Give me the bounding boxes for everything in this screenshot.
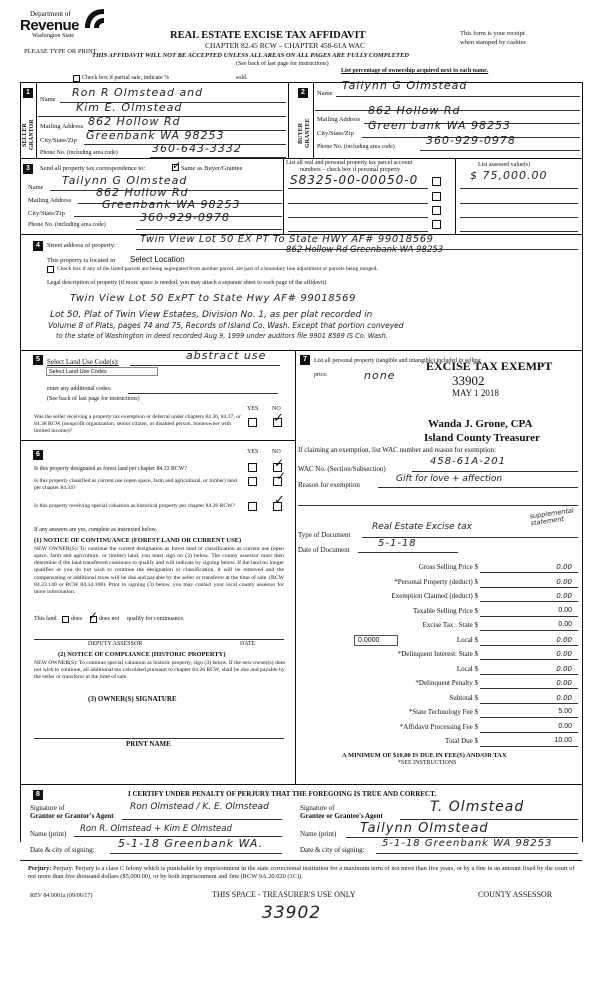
legal-line-3[interactable]: Volume 8 of Plats, pages 74 and 75, Records of Island Co. Wash. Except that portion conveyed — [48, 321, 404, 330]
print-name-label: PRINT NAME — [126, 740, 171, 748]
land-does-not-check: ✓ — [88, 609, 99, 623]
minimum-due-note: A MINIMUM OF $10.00 IS DUE IN FEE(S) AND/OR TAX — [342, 752, 507, 759]
notice-2-title: (2) NOTICE OF COMPLIANCE (HISTORIC PROPERTY) — [58, 651, 226, 658]
s3-send-label: Send all property tax correspondence to: — [40, 165, 146, 172]
receipt-note-1: This form is your receipt — [460, 30, 525, 37]
s6-no: NO — [272, 449, 281, 455]
s6-q2-no-check: ✓ — [276, 469, 287, 483]
grantor-signature[interactable]: Ron Olmstead / K. E. Olmstead — [130, 802, 269, 812]
street-address-2[interactable]: 862 Hollow Rd Greenbank WA 98253 — [286, 245, 444, 255]
s3-mailing-label: Mailing Address — [28, 197, 72, 204]
s6-q2: Is this property classified as current use (open space, farm and agricultural, or timber) land per chapter 84.34? — [34, 478, 237, 491]
parcel-1-personal-checkbox[interactable] — [432, 177, 441, 186]
form-title: REAL ESTATE EXCISE TAX AFFIDAVIT — [170, 30, 366, 41]
tax-row-value[interactable]: 5.00 — [558, 708, 572, 715]
land-use-label: Select Land Use Code(s): — [47, 358, 119, 366]
section-8-number: 8 — [33, 790, 43, 800]
s1-name-1[interactable]: Ron R Olmstead and — [72, 86, 204, 99]
treasurer-use-only: THIS SPACE - TREASURER'S USE ONLY — [212, 890, 356, 899]
tax-row-label: *Personal Property (deduct) $ — [394, 577, 478, 586]
segregated-label: Check box if any of the listed parcels are being segregated from another parcel, are part of a boundary line adjustment or parcels being merged. — [57, 266, 378, 272]
form-subtitle: CHAPTER 82.45 RCW – CHAPTER 458-61A WAC — [205, 41, 365, 50]
tax-row-value[interactable]: 0.00 — [556, 577, 572, 586]
tax-row-label: Total Due $ — [445, 737, 478, 745]
tax-row-value[interactable]: 0.00 — [556, 664, 572, 673]
tax-row-underline — [480, 616, 578, 617]
tax-row-label: *Affidavit Processing Fee $ — [399, 722, 478, 731]
s3-phone[interactable]: 360-929-0978 — [140, 211, 230, 224]
tax-row-underline — [480, 601, 578, 602]
doc-type-label: Type of Document — [298, 531, 351, 539]
parcel-3-personal-checkbox[interactable] — [432, 206, 441, 215]
tax-row-label: Taxable Selling Price $ — [412, 606, 478, 615]
s5-yes: YES — [247, 406, 259, 412]
partial-sale-label: Check box if partial sale, indicate % — [82, 75, 170, 81]
s3-city-label: City/State/Zip — [28, 210, 65, 217]
notice-2-text: NEW OWNER(S): To continue special valuation as historic property, sign (3) below. If the new owner(s) does not wish to continue, all additional tax calculated pursuant to chapter 84.26 RCW, shall be due and payable by the seller or transferor at the time of sale. — [34, 660, 286, 681]
local-rate-box[interactable] — [354, 635, 398, 646]
tax-row-value[interactable]: 0.00 — [558, 722, 572, 730]
section-6-number: 6 — [33, 450, 43, 460]
s1-name-label: Name — [40, 96, 56, 103]
tax-row-value[interactable]: 10.00 — [554, 737, 572, 744]
s6-yes: YES — [247, 449, 259, 455]
tax-row-underline — [480, 746, 578, 747]
s6-q1-no-check: ✓ — [274, 456, 285, 470]
section-3-number: 3 — [23, 164, 33, 174]
assessed-value[interactable]: $ 75,000.00 — [470, 169, 548, 182]
personal-property-value[interactable]: none — [364, 369, 396, 382]
tax-row-underline — [480, 587, 578, 588]
exempt-stamp-title: EXCISE TAX EXEMPT — [426, 359, 553, 373]
s1-phone-label: Phone No. (including area code) — [40, 150, 118, 156]
tax-row-underline — [480, 572, 578, 573]
dor-logo — [20, 6, 100, 42]
qualify-label: qualify for continuance. — [127, 616, 185, 622]
revenue-logo-icon — [82, 6, 108, 32]
exempt-stamp-number: 33902 — [452, 373, 485, 388]
claiming-label: If claiming an exemption, list WAC number and reason for exemption: — [298, 446, 496, 454]
s6-q2-yes-checkbox[interactable] — [248, 477, 257, 486]
grantee-date-city[interactable]: 5-1-18 Greenbank WA 98253 — [382, 838, 553, 849]
tax-row-label: Exemption Claimed (deduct) $ — [391, 592, 478, 600]
tax-row-label: Local $ — [456, 664, 478, 673]
tax-row-label: *State Technology Fee $ — [408, 708, 478, 716]
tax-row-label: Gross Selling Price $ — [418, 563, 478, 571]
grantee-sig-label-2: Grantee or Grantee's Agent — [300, 812, 383, 820]
owner-signature-label: (3) OWNER(S) SIGNATURE — [88, 695, 177, 703]
assessed-value-label: List assessed value(s) — [478, 162, 530, 168]
certify-statement: I CERTIFY UNDER PENALTY OF PERJURY THAT THE FOREGOING IS TRUE AND CORRECT. — [128, 790, 437, 798]
s5-yes-checkbox[interactable] — [248, 418, 257, 427]
s2-city[interactable]: Green bank WA 98253 — [368, 119, 511, 132]
s3-name-label: Name — [28, 184, 44, 191]
s3-phone-label: Phone No. (including area code) — [28, 222, 106, 228]
ownership-pct-note: List percentage of ownership acquired next to each name. — [341, 68, 489, 74]
grantee-sig-label-1: Signature of — [300, 804, 335, 812]
tax-row-label: Local $ — [456, 635, 478, 644]
tax-row-value[interactable]: 0.00 — [556, 592, 572, 600]
section-4-number: 4 — [33, 241, 43, 251]
s5-see-back: (See back of last page for instructions) — [47, 396, 140, 402]
s5-no: NO — [272, 406, 281, 412]
dept-of: Department of — [30, 10, 71, 18]
tax-row-value[interactable]: 0.00 — [556, 693, 572, 702]
land-use-value[interactable]: abstract use — [186, 349, 267, 362]
s6-q1-yes-checkbox[interactable] — [248, 463, 257, 472]
grantor-sig-label-1: Signature of — [30, 804, 65, 812]
s7-price: price. — [314, 372, 328, 378]
exempt-stamp-date: MAY 1 2018 — [452, 388, 499, 398]
s1-city[interactable]: Greenbank WA 98253 — [86, 129, 225, 142]
located-label: This property is located in — [47, 257, 116, 264]
parcel-2-personal-checkbox[interactable] — [432, 192, 441, 201]
parcel-number-1[interactable]: S8325-00-00050-0 — [290, 173, 419, 187]
land-does-label: does — [71, 616, 82, 622]
buyer-grantee-label: BUYER GRANTEE — [298, 118, 311, 148]
s2-name[interactable]: Tailynn G Olmstead — [342, 79, 468, 92]
tax-row-underline — [480, 703, 578, 704]
grantor-print-name[interactable]: Ron R. Olmstead + Kim E Olmstead — [80, 824, 232, 834]
s7-list-personal: List all personal property (tangible and intangible) included in selling — [314, 358, 481, 364]
parcel-4-personal-checkbox[interactable] — [432, 220, 441, 229]
tax-row-underline — [480, 732, 578, 733]
county-assessor-footer: COUNTY ASSESSOR — [478, 890, 553, 899]
section-1-number: 1 — [23, 88, 33, 98]
deputy-date-label: DATE — [240, 641, 256, 647]
tax-row-value[interactable]: 0.00 — [556, 635, 572, 644]
reason-label: Reason for exemption — [298, 481, 360, 489]
segregated-checkbox[interactable] — [47, 266, 54, 273]
tax-row-underline — [480, 630, 578, 631]
s1-city-label: City/State/Zip — [40, 137, 77, 144]
legal-line-4[interactable]: to the state of Washington in deed recorded Aug 9, 1999 under auditors file 9901 8569 IS Co. Wash. — [56, 332, 388, 340]
grantee-date-label: Date & city of signing: — [300, 846, 365, 854]
s1-name-2[interactable]: Kim E. Olmstead — [76, 101, 183, 114]
rev-number: REV 84 0001a (09/06/17) — [30, 893, 93, 899]
legal-line-1[interactable]: Twin View Lot 50 ExPT to State Hwy AF# 99018569 — [70, 293, 357, 304]
legal-line-2[interactable]: Lot 50, Plat of Twin View Estates, Division No. 1, as per plat recorded in — [50, 310, 373, 320]
s3-list-all-1: List all real and personal property tax parcel account — [286, 160, 413, 166]
treasurer-name: Wanda J. Grone, CPA — [428, 418, 533, 430]
tax-row-value[interactable]: 0.00 — [556, 679, 572, 687]
see-back-top: (See back of last page for instructions) — [236, 61, 329, 67]
tax-row-underline — [480, 645, 578, 646]
form-warning: THIS AFFIDAVIT WILL NOT BE ACCEPTED UNLESS ALL AREAS ON ALL PAGES ARE FULLY COMPLETED — [92, 52, 409, 59]
grantor-date-label: Date & city of signing: — [30, 846, 95, 854]
dept-revenue: Revenue — [20, 17, 80, 34]
s6-q3-no-check: ✓ — [274, 493, 285, 508]
seller-grantor-label: SELLER GRANTOR — [22, 119, 35, 151]
grantee-print-name[interactable]: Tailynn Olmstead — [360, 821, 489, 836]
see-instructions: *SEE INSTRUCTIONS — [398, 760, 457, 766]
s2-phone[interactable]: 360-929-0978 — [426, 134, 516, 147]
s3-same-as: Same as Buyer/Grantee — [181, 165, 243, 172]
s2-mailing-label: Mailing Address — [317, 116, 361, 123]
notice-1-title: (1) NOTICE OF CONTINUANCE (FOREST LAND OR CURRENT USE) — [34, 537, 242, 544]
sold-label: sold. — [236, 75, 248, 81]
tax-row-value[interactable]: 0.00 — [556, 650, 572, 658]
street-address[interactable]: Twin View Lot 50 EX PT To State HWY AF# 99018569 — [140, 234, 434, 245]
treasurer-title: Island County Treasurer — [424, 432, 540, 444]
section-2-number: 2 — [298, 88, 308, 98]
receipt-note-2: when stamped by cashier. — [460, 39, 527, 46]
dept-state: Washington State — [32, 33, 75, 39]
tax-row-label: Excise Tax : State $ — [422, 621, 478, 629]
additional-codes-label: enter any additional codes: — [47, 386, 112, 392]
section-7-number: 7 — [300, 355, 310, 365]
s6-q3-yes-checkbox[interactable] — [248, 502, 257, 511]
handwritten-affidavit-number: 33902 — [262, 903, 322, 923]
s3-mailing[interactable]: 862 Hollow Rd — [96, 186, 189, 199]
this-land-label: This land — [34, 616, 57, 622]
tax-row-value[interactable]: 0.00 — [558, 621, 572, 628]
land-use-select[interactable]: Select Land Use Codes — [46, 367, 158, 376]
tax-row-underline — [480, 659, 578, 660]
tax-row-label: Subtotal $ — [449, 693, 478, 702]
grantor-date-city[interactable]: 5-1-18 Greenbank WA. — [118, 837, 264, 850]
tax-row-value[interactable]: 0.00 — [558, 606, 572, 614]
reason-value[interactable]: Gift for love + affection — [396, 474, 503, 484]
s5-no-check: ✓ — [273, 411, 284, 426]
tax-row-underline — [480, 674, 578, 675]
s6-if-yes: If any answers are yes, complete as instructed below. — [34, 527, 157, 533]
s2-phone-label: Phone No. (including area code) — [317, 144, 395, 150]
tax-row-value[interactable]: 0.00 — [556, 563, 572, 571]
street-label: Street address of property: — [47, 242, 116, 249]
s3-list-all-2: numbers – check box if personal property — [300, 167, 400, 173]
s1-phone[interactable]: 360-643-3332 — [152, 142, 242, 155]
doc-type-value[interactable]: Real Estate Excise tax — [372, 522, 472, 532]
partial-sale-checkbox[interactable] — [73, 75, 80, 82]
land-does-not-label: does not — [99, 616, 120, 622]
s3-name[interactable]: Tailynn G Olmstead — [62, 174, 188, 187]
s2-name-label: Name — [317, 90, 333, 97]
notice-1-text: NEW OWNER(S): To continue the current designation as forest land or classification as current use (open space, farm and agriculture, or timber) land, you must sign on (3) below. The county assessor must then determine if the land transferred continues to qualify and will indicate by signing below. If the land no longer qualifies or you do not wish to continue the designation or classification, it will be removed and the compensating or additional taxes will be due and payable by the seller or transferor at the time of sale. (RCW 84.33.140 or RCW 84.34.108). Prior to signing (3) below, you may contact your local county assessor for more information. — [34, 546, 284, 595]
perjury-body: Perjury: Perjury is a class C felony which is punishable by imprisonment in the state correctional institution for a maximum term of not more than five years, or by a fine in an amount fixed by the court of not more than five thousand dollars ($5,000.00), or by both imprisonment and fine (RCW 9A.20.020 (1C)). — [28, 865, 575, 881]
doc-date-value[interactable]: 5-1-18 — [378, 538, 417, 549]
perjury-bold: Perjury: — [28, 865, 52, 872]
tax-row-underline — [480, 688, 578, 689]
s2-city-label: City/State/Zip — [317, 130, 354, 137]
please-type: PLEASE TYPE OR PRINT — [24, 48, 97, 55]
grantor-print-label: Name (print) — [30, 830, 67, 838]
s1-mailing[interactable]: 862 Hollow Rd — [88, 115, 181, 128]
deputy-assessor-label: DEPUTY ASSESSOR — [88, 641, 143, 647]
s5-exemption-q: Was the seller receiving a property tax exemption or deferral under chapters 84.36, 84.37, or 84.38 RCW (nonprofit organization, senior citizen, or disabled person, homeowner with limited income)? — [34, 414, 241, 434]
perjury-text — [28, 865, 580, 882]
s6-q3: Is this property receiving special valuation as historical property per chapter 84.26 RCW? — [34, 503, 235, 509]
legal-desc-label: Legal description of property (if more space is needed, you may attach a separate sheet to each page of the affidavit) — [47, 280, 327, 286]
wac-label: WAC No. (Section/Subsection) — [298, 465, 386, 473]
s3-city[interactable]: Greenbank WA 98253 — [102, 198, 241, 211]
same-as-buyer-check: ✓ — [172, 159, 182, 172]
tax-row-label: *Delinquent Interest: State $ — [397, 650, 478, 658]
tax-row-underline — [480, 717, 578, 718]
local-rate-value: 0.0000 — [358, 637, 380, 644]
grantor-sig-label-2: Grantor or Grantor's Agent — [30, 812, 114, 820]
s2-mailing[interactable]: 862 Hollow Rd — [368, 104, 461, 117]
s6-q1: Is this property designated as forest land per chapter 84.33 RCW? — [34, 466, 187, 472]
doc-type-note[interactable]: supplemental statement — [529, 506, 575, 528]
section-5-number: 5 — [33, 355, 43, 365]
doc-date-label: Date of Document — [298, 546, 350, 554]
wac-value[interactable]: 458-61A-201 — [430, 456, 506, 467]
s1-mailing-label: Mailing Address — [40, 123, 84, 130]
tax-row-label: *Delinquent Penalty $ — [415, 679, 478, 687]
grantee-print-label: Name (print) — [300, 830, 337, 838]
location-select[interactable]: Select Location — [130, 255, 185, 264]
grantee-signature[interactable]: T. Olmstead — [430, 799, 525, 815]
land-does-checkbox[interactable] — [62, 616, 69, 623]
